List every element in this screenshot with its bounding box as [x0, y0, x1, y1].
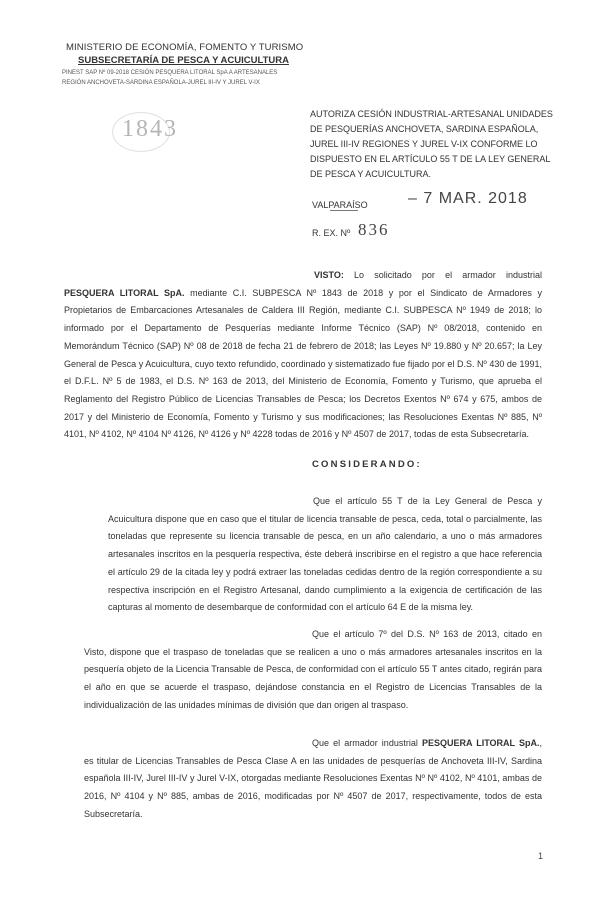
resolution-date: – 7 MAR. 2018	[408, 190, 528, 207]
visto-text-2: mediante C.I. SUBPESCA Nº 1843 de 2018 y por el Sindicato de Armadores y Propietarios de Embarcaciones Artesanales de Caldera III Región, mediante C.I. SUBPESCA Nº 1949 de 2018; lo informado por el Departamento de Pesquerías mediante Informe Técnico (SAP) Nº 08/2018, contenido en Memorándum Técnico (SAP) Nº 08 de 2018 de fecha 21 de febrero de 2018; las Leyes Nº 19.880 y Nº 20.657; la Ley General de Pesca y Acuicultura, cuyo texto refundido, coordinado y sistematizado fue fijado por el D.S. Nº 430 de 1991, el D.F.L. Nº 5 de 1983, el D.S. Nº 163 de 2013, del Ministerio de Economía, Fomento y Turismo, que aprueba el Reglamento del Registro Público de Licencias Transables de Pesca; los Decretos Exentos Nº 674 y 675, ambos de 2017 y del Ministerio de Economía, Fomento y Turismo y sus modificaciones; las Resoluciones Exentas Nº 885, Nº 4101, Nº 4102, Nº 4104 Nº 4126, Nº 4126 y Nº 4228 todas de 2016 y Nº 4507 de 2017, todas de esta Subsecretaría.	[64, 287, 542, 440]
considerando-paragraph-1: Que el artículo 55 T de la Ley General de Pesca y Acuicultura dispone que en caso que el titular de licencia transable de pesca, ceda, total o parcialmente, las toneladas que represente su licencia transable de pesca, en un año calendario, a uno o más armadores artesanales inscritos en la pesquería respectiva, éste deberá inscribirse en el registro a que hace referencia el artículo 29 de la citada ley y podrá extraer las toneladas cedidas dentro de la región correspondiente a su respectiva inscripción en el Registro Artesanal, dando cumplimiento a la exigencia de certificación de las capturas al momento de desembarque de conformidad con el artículo 64 E de la misma ley.	[108, 496, 542, 613]
ministry-name: MINISTERIO DE ECONOMÍA, FOMENTO Y TURISMO	[66, 42, 304, 53]
considerando-paragraph-3	[84, 735, 542, 824]
signature-dash	[330, 210, 358, 211]
visto-company: PESQUERA LITORAL SpA.	[64, 287, 185, 298]
visto-paragraph	[64, 267, 542, 444]
resolution-number: 836	[358, 220, 390, 239]
place-label: VALPARAÍSO	[312, 200, 368, 210]
paragraph-3-text-1: Que el armador industrial	[312, 738, 422, 748]
internal-reference: PINEST SAP Nº 09-2018 CESIÓN PESQUERA LITORAL SpA A ARTESANALES REGIÓN ANCHOVETA-SARDINA ESPAÑOLA-JUREL III-IV Y JUREL V-IX	[62, 70, 278, 86]
resolution-subject: AUTORIZA CESIÓN INDUSTRIAL-ARTESANAL UNIDADES DE PESQUERÍAS ANCHOVETA, SARDINA ESPAÑOLA, JUREL III-IV REGIONES Y JUREL V-IX CONFORME LO DISPUESTO EN EL ARTÍCULO 55 T DE LA LEY GENERAL DE PESCA Y ACUICULTURA.	[310, 109, 553, 179]
subsecretaria-name: SUBSECRETARÍA DE PESCA Y ACUICULTURA	[78, 55, 289, 66]
considerando-heading: CONSIDERANDO:	[312, 459, 422, 470]
page-number: 1	[538, 851, 544, 861]
resolution-label: R. EX. Nº	[312, 228, 351, 238]
visto-text-1: Lo solicitado por el armador industrial	[343, 270, 542, 280]
paragraph-3-text-2: , es titular de Licencias Transables de Pesca Clase A en las unidades de pesquerías de Anchoveta III-IV, Sardina española III-IV, Jurel III-IV y Jurel V-IX, otorgadas mediante Resoluciones Exentas Nº Nº 4102, Nº 4101, ambas de 2016, Nº 4104 y Nº 885, ambas de 2016, modificadas por Nº 4507 de 2017, respectivamente, todos de esta Subsecretaría.	[84, 738, 542, 819]
visto-heading: VISTO:	[314, 270, 344, 280]
paragraph-3-company: PESQUERA LITORAL SpA.	[421, 738, 540, 748]
considerando-paragraph-2: Que el artículo 7º del D.S. Nº 163 de 2013, citado en Visto, dispone que el traspaso de toneladas que se realicen a uno o más armadores artesanales inscritos en la pesquería objeto de la Licencia Transable de Pesca, de conformidad con el artículo 55 T antes citado, regirán para el año en que se acuerde el traspaso, dejándose constancia en el Registro de Licencias Transables de la individualización de las unidades mínimas de división que dan origen al traspaso.	[84, 629, 542, 710]
stamp-number: 1843	[122, 116, 178, 142]
